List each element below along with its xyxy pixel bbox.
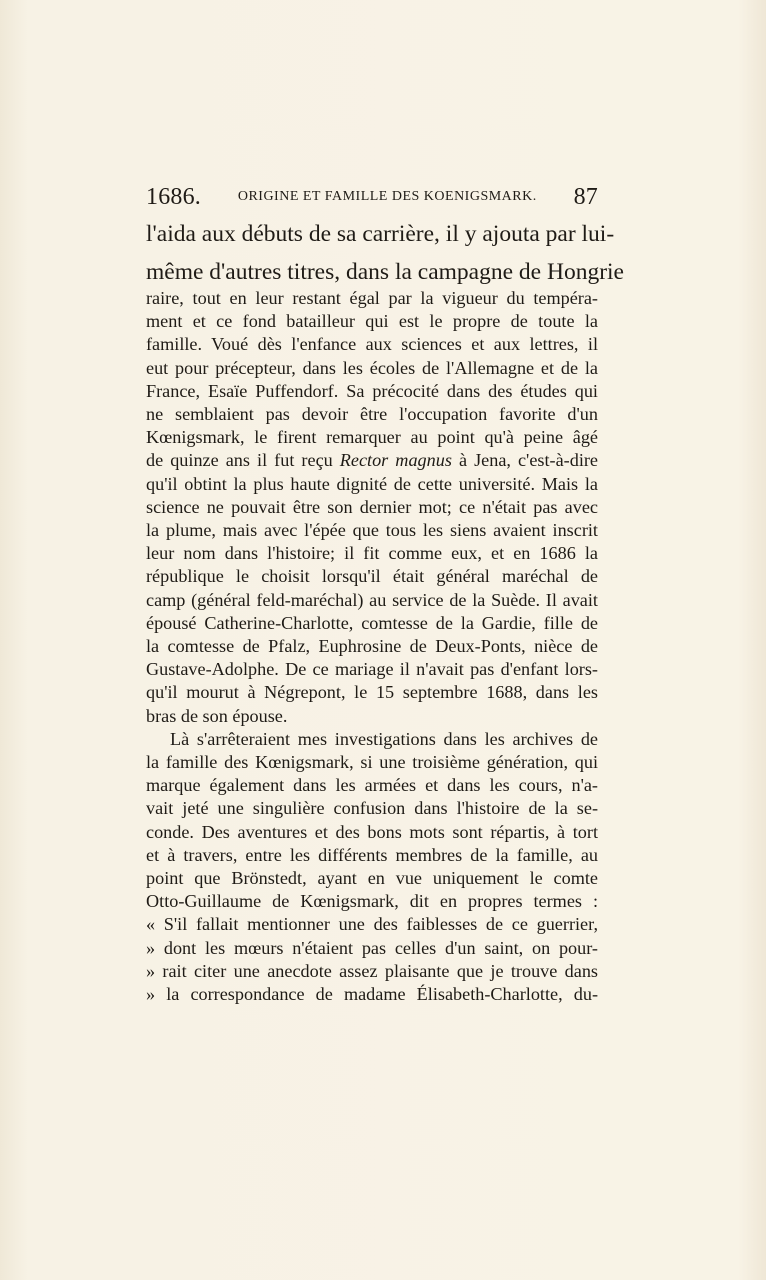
body-text-segment: à Jena, c'est-à-dire [451, 450, 598, 471]
body-line: point que Brönstedt, ayant en vue uniquement le comte [146, 868, 598, 889]
body-line: Là s'arrêteraient mes investigations dans les archives de [170, 728, 598, 749]
body-line: conde. Des aventures et des bons mots sont répartis, à tort [146, 821, 598, 842]
body-line: » rait citer une anecdote assez plaisante que je trouve dans [146, 960, 598, 981]
body-line: ne semblaient pas devoir être l'occupation favorite d'un [146, 404, 598, 425]
body-line: raire, tout en leur restant égal par la vigueur du tempéra- [146, 288, 598, 308]
body-line: eut pour précepteur, dans les écoles de l'Allemagne et de la [146, 357, 598, 378]
upper-text-line: l'aida aux débuts de sa carrière, il y ajouta par lui- [146, 221, 615, 247]
running-title: ORIGINE ET FAMILLE DES KOENIGSMARK. [237, 189, 537, 204]
body-line: » la correspondance de madame Élisabeth-Charlotte, du- [146, 984, 598, 1005]
body-line: ment et ce fond batailleur qui est le propre de toute la [146, 311, 598, 332]
body-line: la comtesse de Pfalz, Euphrosine de Deux-Ponts, nièce de [146, 636, 598, 657]
body-line: famille. Voué dès l'enfance aux sciences et aux lettres, il [146, 334, 598, 355]
body-line: Kœnigsmark, le firent remarquer au point qu'à peine âgé [146, 427, 598, 448]
page-number: 87 [573, 183, 598, 210]
body-line: vait jeté une singulière confusion dans l'histoire de la se- [146, 798, 598, 819]
main-text-block [146, 287, 598, 1006]
body-line: » dont les mœurs n'étaient pas celles d'un saint, on pour- [146, 937, 598, 958]
body-line: leur nom dans l'histoire; il fit comme eux, et en 1686 la [146, 543, 598, 564]
upper-text-block [146, 215, 624, 291]
body-line: la famille des Kœnigsmark, si une troisième génération, qui [146, 752, 598, 773]
body-line: Otto-Guillaume de Kœnigsmark, dit en propres termes : [146, 891, 598, 912]
body-line: bras de son épouse. [146, 705, 288, 726]
body-line: France, Esaïe Puffendorf. Sa précocité dans des études qui [146, 380, 598, 401]
body-line: qu'il mourut à Négrepont, le 15 septembre 1688, dans les [146, 682, 598, 703]
body-line: Gustave-Adolphe. De ce mariage il n'avait pas d'enfant lors- [146, 659, 598, 680]
body-line: qu'il obtint la plus haute dignité de cette université. Mais la [146, 473, 598, 494]
upper-text-line: même d'autres titres, dans la campagne de Hongrie [146, 259, 624, 285]
header-year: 1686. [146, 183, 201, 210]
body-text-segment: de quinze ans il fut reçu [146, 450, 340, 471]
page-header [146, 183, 598, 211]
body-line: « S'il fallait mentionner une des faiblesses de ce guerrier, [146, 914, 598, 935]
italic-title: Rector magnus [339, 450, 452, 471]
body-line: marque également dans les armées et dans les cours, n'a- [146, 775, 598, 796]
body-line: et à travers, entre les différents membres de la famille, au [146, 844, 598, 865]
body-line: épousé Catherine-Charlotte, comtesse de la Gardie, fille de [146, 612, 598, 633]
body-line: la plume, mais avec l'épée que tous les siens avaient inscrit [146, 520, 598, 541]
body-line-with-italic [146, 449, 598, 472]
body-line: camp (général feld-maréchal) au service de la Suède. Il avait [146, 589, 598, 610]
body-line: science ne pouvait être son dernier mot; ce n'était pas avec [146, 496, 598, 517]
body-line: république le choisit lorsqu'il était général maréchal de [146, 566, 598, 587]
